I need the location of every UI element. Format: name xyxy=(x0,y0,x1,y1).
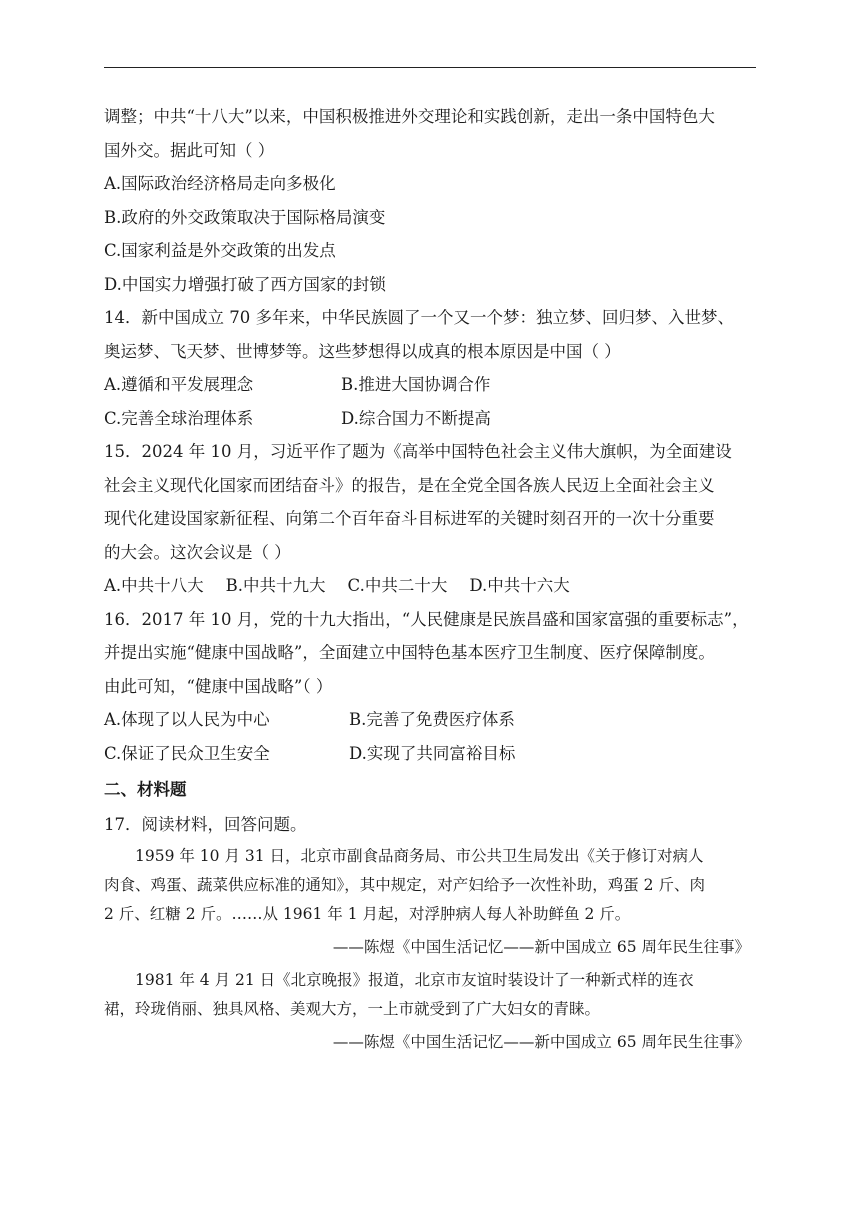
material-line: 肉食、鸡蛋、蔬菜供应标准的通知》，其中规定，对产妇给予一次性补助，鸡蛋 2 斤、肉 xyxy=(104,875,705,894)
question-14-text-line: 14．新中国成立 70 多年来，中华民族圆了一个又一个梦：独立梦、回归梦、入世梦、 xyxy=(104,308,734,327)
material-line: 1981 年 4 月 21 日《北京晚报》报道，北京市友谊时装设计了一种新式样的连衣 xyxy=(135,970,694,989)
question-17-prompt: 17．阅读材料，回答问题。 xyxy=(104,815,307,834)
material-line: 2 斤、红糖 2 斤。……从 1961 年 1 月起，对浮肿病人每人补助鲜鱼 2 斤。 xyxy=(104,904,631,923)
question-16-text-line: 由此可知，“健康中国战略”（ ） xyxy=(104,676,333,696)
option-c[interactable]: C.保证了民众卫生安全 xyxy=(104,743,270,763)
option-c[interactable]: C.国家利益是外交政策的出发点 xyxy=(104,241,336,260)
question-14-text-line: 奥运梦、飞天梦、世博梦等。这些梦想得以成真的根本原因是中国（ ） xyxy=(104,341,621,361)
options-row xyxy=(104,368,756,402)
question-16 xyxy=(104,603,756,771)
option-d[interactable]: D.实现了共同富裕目标 xyxy=(349,743,516,763)
options-row xyxy=(104,569,756,603)
question-16-text-line: 并提出实施“健康中国战略”，全面建立中国特色基本医疗卫生制度、医疗保障制度。 xyxy=(104,643,715,662)
material-source: ——陈煜《中国生活记忆——新中国成立 65 周年民生往事》 xyxy=(332,1032,750,1051)
options-row xyxy=(104,402,756,436)
document-body xyxy=(104,100,756,1057)
question-15-text-line: 15．2024 年 10 月，习近平作了题为《高举中国特色社会主义伟大旗帜，为全面建设 xyxy=(104,442,732,461)
option-c[interactable]: C.中共二十大 xyxy=(347,576,448,595)
material-block-2 xyxy=(104,966,756,1057)
option-a[interactable]: A.国际政治经济格局走向多极化 xyxy=(104,174,336,193)
options-row xyxy=(104,703,756,737)
option-d[interactable]: D.中国实力增强打破了西方国家的封锁 xyxy=(104,274,386,294)
option-b[interactable]: B.政府的外交政策取决于国际格局演变 xyxy=(104,207,386,227)
material-line: 1959 年 10 月 31 日，北京市副食品商务局、市公共卫生局发出《关于修订对病人 xyxy=(135,846,704,865)
option-d[interactable]: D.综合国力不断提高 xyxy=(341,408,491,428)
question-15 xyxy=(104,435,756,603)
question-15-text-line: 的大会。这次会议是（ ） xyxy=(104,542,291,562)
question-13-text-line: 国外交。据此可知（ ） xyxy=(104,140,275,160)
material-block-1 xyxy=(104,842,756,966)
question-17 xyxy=(104,808,756,1057)
option-b[interactable]: B.中共十九大 xyxy=(225,576,326,595)
option-c[interactable]: C.完善全球治理体系 xyxy=(104,408,254,428)
option-a[interactable]: A.中共十八大 xyxy=(104,576,204,595)
question-15-text-line: 社会主义现代化国家而团结奋斗》的报告，是在全党全国各族人民迈上全面社会主义 xyxy=(104,475,715,495)
question-16-text-line: 16．2017 年 10 月，党的十九大指出，“人民健康是民族昌盛和国家富强的重要标志”， xyxy=(104,609,749,629)
option-b[interactable]: B.完善了免费医疗体系 xyxy=(349,710,515,729)
question-15-text-line: 现代化建设国家新征程、向第二个百年奋斗目标进军的关键时刻召开的一次十分重要 xyxy=(104,509,715,528)
section-heading: 二、材料题 xyxy=(104,780,187,799)
header-rule xyxy=(104,67,756,68)
options-row xyxy=(104,737,756,771)
option-a[interactable]: A.遵循和平发展理念 xyxy=(104,375,254,394)
question-14 xyxy=(104,301,756,435)
material-source: ——陈煜《中国生活记忆——新中国成立 65 周年民生往事》 xyxy=(332,937,750,956)
option-a[interactable]: A.体现了以人民为中心 xyxy=(104,710,270,729)
option-d[interactable]: D.中共十六大 xyxy=(469,576,570,595)
question-13 xyxy=(104,100,756,301)
material-line: 裙，玲珑俏丽、独具风格、美观大方，一上市就受到了广大妇女的青睐。 xyxy=(104,999,601,1018)
question-13-text-line: 调整；中共“十八大”以来，中国积极推进外交理论和实践创新，走出一条中国特色大 xyxy=(104,107,715,126)
option-b[interactable]: B.推进大国协调合作 xyxy=(341,375,491,394)
